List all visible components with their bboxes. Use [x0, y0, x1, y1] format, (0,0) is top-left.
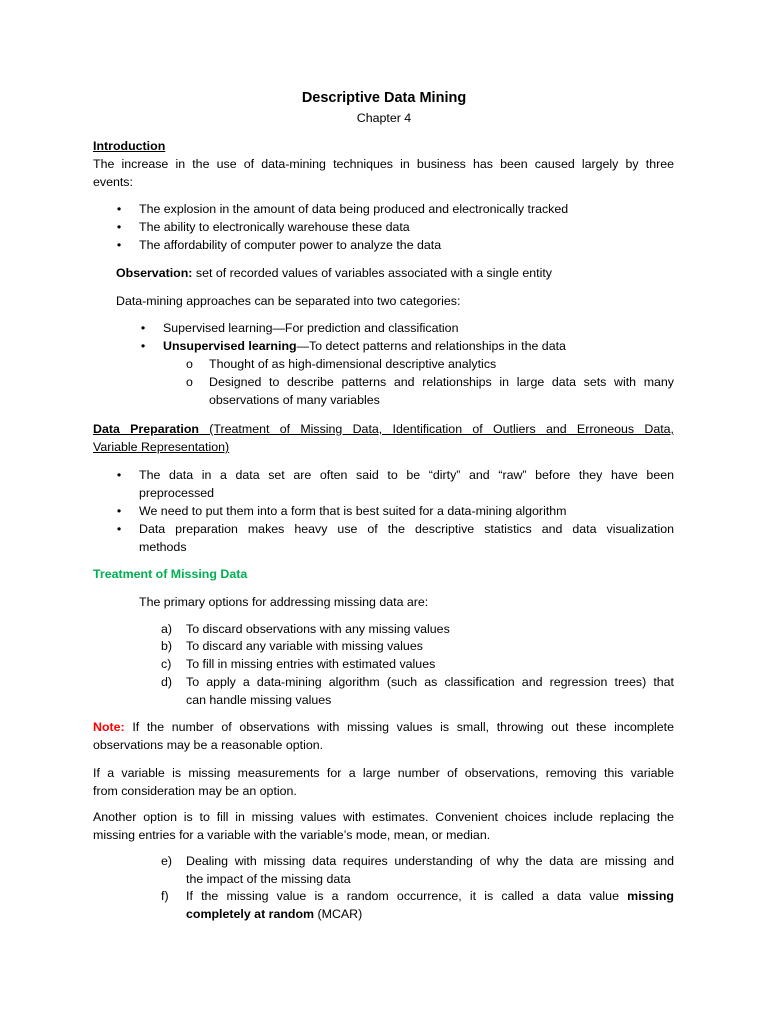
list-item-line-2: [186, 905, 362, 923]
bullet-icon: •: [116, 468, 122, 482]
sub-bullet-item-line-1: Designed to describe patterns and relationships in large data sets with many: [209, 375, 674, 389]
mcar-term-part-2: completely at random: [186, 907, 315, 921]
paragraph-line-2: missing entries for a variable with the variable’s mode, mean, or median.: [93, 828, 491, 842]
list-marker: a): [161, 622, 173, 636]
paragraph-line-1: Another option is to fill in missing values with estimates. Convenient choices include replacing the: [93, 810, 674, 824]
observation-label: Observation:: [116, 266, 193, 280]
prep-bullet-item-line-1: The data in a data set are often said to be “dirty” and “raw” before they have been: [139, 468, 674, 482]
list-marker: f): [161, 889, 169, 903]
data-preparation-heading-line-1: [93, 420, 674, 438]
prep-bullet-item-line-1: Data preparation makes heavy use of the descriptive statistics and data visualization: [139, 522, 674, 536]
unsupervised-learning-item: [163, 337, 566, 355]
list-item-line-2: the impact of the missing data: [186, 872, 351, 886]
missing-option-item-line-2: can handle missing values: [186, 693, 332, 707]
prep-bullet-item-line-2: methods: [139, 540, 187, 554]
bullet-icon: •: [140, 339, 146, 353]
data-preparation-heading-line-2: [93, 438, 229, 456]
intro-paragraph-line-2: events:: [93, 175, 133, 189]
prep-bullet-item-line-2: preprocessed: [139, 486, 215, 500]
bullet-icon: •: [140, 321, 146, 335]
intro-bullet-item: The ability to electronically warehouse these data: [139, 220, 410, 234]
unsupervised-label: Unsupervised learning: [163, 339, 297, 353]
missing-option-item: To discard any variable with missing values: [186, 639, 423, 653]
list-marker: d): [161, 675, 173, 689]
sub-bullet-item: Thought of as high-dimensional descriptive analytics: [209, 357, 497, 371]
document-title: Descriptive Data Mining: [301, 90, 467, 106]
bullet-icon: •: [116, 220, 122, 234]
approaches-text: Data-mining approaches can be separated into two categories:: [116, 294, 461, 308]
chapter-label: Chapter 4: [356, 111, 412, 125]
mcar-abbreviation: (MCAR): [314, 907, 363, 921]
missing-data-heading: Treatment of Missing Data: [93, 567, 248, 581]
data-preparation-heading: Data Preparation: [93, 422, 199, 436]
note-label: Note:: [93, 720, 125, 734]
bullet-icon: •: [116, 504, 122, 518]
data-preparation-subtopics-cont: Variable Representation): [93, 440, 230, 454]
prep-bullet-item: We need to put them into a form that is best suited for a data-mining algorithm: [139, 504, 567, 518]
supervised-learning-item: Supervised learning—For prediction and classification: [163, 321, 459, 335]
circle-bullet-icon: o: [186, 357, 193, 371]
bullet-icon: •: [116, 202, 122, 216]
data-preparation-subtopics: (Treatment of Missing Data, Identification of Outliers and Erroneous Data,: [199, 422, 674, 436]
bullet-icon: •: [116, 238, 122, 252]
circle-bullet-icon: o: [186, 375, 193, 389]
mcar-definition-text: If the missing value is a random occurrence, it is called a data value: [186, 889, 628, 903]
missing-option-item: To fill in missing entries with estimated values: [186, 657, 436, 671]
mcar-term-part-1: missing: [627, 889, 674, 903]
intro-paragraph-line-1: The increase in the use of data-mining techniques in business has been caused largely by three: [93, 157, 674, 171]
list-item-line-1: [186, 887, 674, 905]
note-text: If the number of observations with missing values is small, throwing out these incomplete: [124, 720, 674, 734]
list-marker: e): [161, 854, 173, 868]
unsupervised-text: —To detect patterns and relationships in the data: [296, 339, 566, 353]
observation-definition: [116, 264, 552, 282]
introduction-heading: Introduction: [93, 139, 166, 153]
paragraph-line-1: If a variable is missing measurements for a large number of observations, removing this variable: [93, 766, 674, 780]
missing-option-item-line-1: To apply a data-mining algorithm (such as classification and regression trees) that: [186, 675, 674, 689]
paragraph-line-2: from consideration may be an option.: [93, 784, 297, 798]
bullet-icon: •: [116, 522, 122, 536]
note-paragraph-line-2: observations may be a reasonable option.: [93, 738, 324, 752]
missing-data-intro: The primary options for addressing missing data are:: [139, 595, 429, 609]
list-marker: c): [161, 657, 172, 671]
intro-bullet-item: The affordability of computer power to analyze the data: [139, 238, 442, 252]
sub-bullet-item-line-2: observations of many variables: [209, 393, 380, 407]
observation-text: set of recorded values of variables associated with a single entity: [192, 266, 552, 280]
note-paragraph-line-1: [93, 718, 674, 736]
list-item-line-1: Dealing with missing data requires understanding of why the data are missing and: [186, 854, 674, 868]
list-marker: b): [161, 639, 173, 653]
missing-option-item: To discard observations with any missing values: [186, 622, 450, 636]
intro-bullet-item: The explosion in the amount of data being produced and electronically tracked: [139, 202, 569, 216]
